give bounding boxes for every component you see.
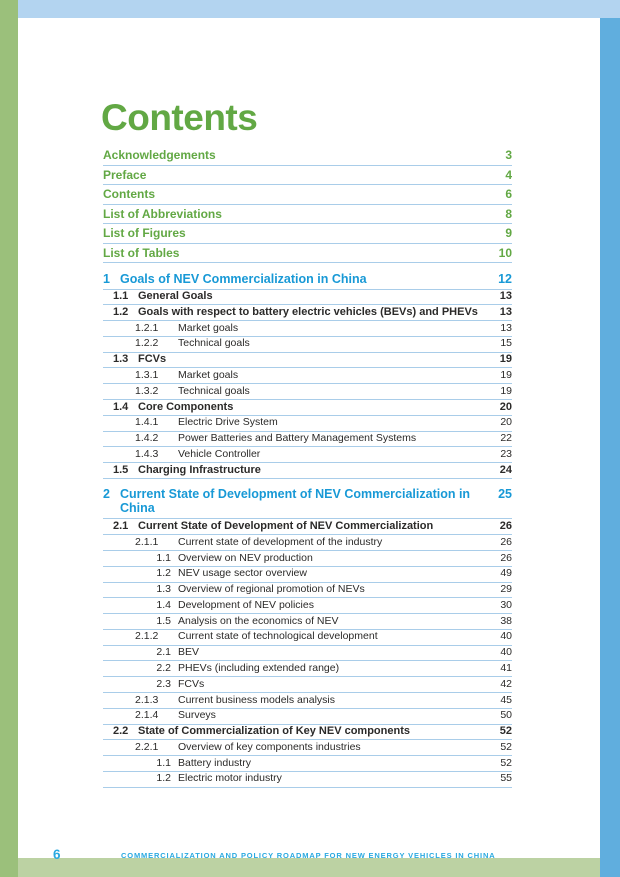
toc-entry-number: 2.1.2 — [135, 630, 159, 643]
toc-entry-label: Technical goals — [178, 337, 250, 350]
toc-entry-label: Surveys — [178, 709, 216, 722]
toc-entry-label: Market goals — [178, 321, 239, 334]
toc-entry-page: 24 — [499, 463, 512, 476]
toc-entry-page: 19 — [500, 384, 512, 397]
toc-entry-number: 1.2.2 — [135, 337, 159, 350]
toc-entry-label: BEV — [178, 646, 200, 659]
toc-row[interactable] — [103, 185, 512, 205]
toc-entry-label: Preface — [103, 167, 147, 182]
toc-entry-label: Current state of technological development — [178, 630, 378, 643]
toc-row[interactable] — [103, 677, 512, 693]
toc-entry-label: Market goals — [178, 369, 239, 381]
toc-row[interactable] — [103, 661, 512, 677]
toc-entry-label: Overview of regional promotion of NEVs — [178, 583, 365, 596]
toc-row[interactable] — [103, 224, 512, 244]
toc-entry-number: 1.2 — [156, 567, 171, 580]
toc-row[interactable] — [103, 205, 512, 225]
toc-entry-label: List of Tables — [103, 245, 180, 260]
toc-entry-label: List of Abbreviations — [103, 206, 222, 221]
toc-entry-number: 2.1.4 — [135, 709, 159, 722]
toc-entry-number: 1.2 — [156, 772, 171, 785]
toc-entry-page: 13 — [499, 290, 512, 303]
toc-entry-number: 1.4 — [156, 598, 171, 611]
toc-entry-page: 26 — [499, 519, 512, 532]
toc-entry-page: 8 — [505, 206, 512, 221]
toc-entry-number: 2 — [103, 487, 110, 502]
toc-entry-label: Analysis on the economics of NEV — [178, 614, 339, 627]
toc-entry-number: 1.3 — [156, 583, 171, 596]
toc-entry-label: Current State of Development of NEV Commercialization in China — [120, 487, 471, 516]
toc-entry-label: Development of NEV policies — [178, 598, 314, 611]
toc-row[interactable] — [103, 384, 512, 400]
toc-row[interactable] — [103, 269, 512, 290]
toc-entry-number: 2.2 — [156, 662, 171, 674]
toc-entry-number: 1.3.1 — [135, 369, 159, 381]
toc-row[interactable] — [103, 535, 512, 551]
toc-row[interactable] — [103, 166, 512, 186]
toc-entry-page: 22 — [500, 432, 512, 445]
toc-row[interactable] — [103, 432, 512, 448]
toc-entry-page: 26 — [500, 551, 512, 564]
toc-entry-page: 29 — [500, 583, 512, 596]
toc-entry-label: Contents — [103, 187, 155, 201]
toc-row[interactable] — [103, 725, 512, 741]
toc-row[interactable] — [103, 756, 512, 772]
toc-entry-label: Charging Infrastructure — [138, 463, 261, 476]
toc-entry-page: 10 — [498, 245, 512, 260]
toc-row[interactable] — [103, 740, 512, 756]
toc-entry-page: 40 — [500, 630, 512, 643]
toc-row[interactable] — [103, 416, 512, 432]
toc-entry-number: 1.4.1 — [135, 416, 159, 429]
toc-entry-number: 1.3.2 — [135, 384, 159, 397]
toc-row[interactable] — [103, 305, 512, 321]
toc-entry-page: 30 — [500, 598, 512, 611]
toc-row[interactable] — [103, 337, 512, 353]
toc-entry-label: Goals of NEV Commercialization in China — [120, 271, 367, 286]
toc-entry-number: 1.5 — [156, 614, 171, 627]
toc-entry-page: 45 — [500, 693, 512, 706]
toc-entry-number: 2.1.1 — [135, 535, 159, 548]
toc-row[interactable] — [103, 368, 512, 384]
toc-row[interactable] — [103, 400, 512, 416]
toc-entry-label: Electric motor industry — [178, 772, 282, 785]
toc-entry-label: NEV usage sector overview — [178, 567, 307, 580]
toc-entry-label: Electric Drive System — [178, 416, 278, 429]
page-title: Contents — [101, 97, 258, 138]
toc-entry-page: 4 — [505, 167, 512, 182]
toc-entry-label: List of Figures — [103, 226, 186, 240]
toc-row[interactable] — [103, 463, 512, 479]
toc-entry-label: Technical goals — [178, 384, 250, 397]
toc-row[interactable] — [103, 353, 512, 369]
toc-content — [103, 98, 512, 788]
toc-entry-number: 1.2.1 — [135, 321, 159, 334]
toc-entry-label: Goals with respect to battery electric vehicles (BEVs) and PHEVs — [138, 305, 478, 318]
toc-row[interactable] — [103, 484, 512, 519]
toc-entry-label: Current state of development of the industry — [178, 535, 383, 548]
toc-entry-number: 1.3 — [113, 353, 129, 366]
toc-row[interactable] — [103, 646, 512, 662]
toc-entry-label: Vehicle Controller — [178, 447, 261, 460]
toc-entry-number: 1.4.2 — [135, 432, 159, 445]
toc-entry-page: 9 — [505, 226, 512, 240]
toc-entry-label: Overview of key components industries — [178, 740, 361, 753]
toc-entry-page: 52 — [500, 740, 512, 753]
toc-entry-page: 40 — [500, 646, 512, 659]
toc-entry-label: PHEVs (including extended range) — [178, 662, 340, 674]
toc-entry-page: 25 — [498, 487, 512, 502]
toc-row[interactable] — [103, 709, 512, 725]
toc-list — [103, 146, 512, 788]
bottom-accent-bar — [18, 858, 600, 877]
right-accent-bar — [600, 18, 620, 877]
toc-entry-label: Acknowledgements — [103, 148, 216, 162]
toc-entry-number: 2.2 — [113, 725, 129, 738]
page — [18, 18, 600, 862]
toc-entry-page: 20 — [500, 416, 512, 429]
toc-entry-page: 38 — [500, 614, 512, 627]
toc-entry-label: General Goals — [138, 290, 213, 303]
toc-entry-page: 52 — [499, 725, 512, 738]
toc-entry-label: FCVs — [138, 353, 167, 366]
toc-row[interactable] — [103, 447, 512, 463]
toc-entry-page: 19 — [500, 369, 512, 381]
toc-entry-label: State of Commercialization of Key NEV components — [138, 725, 410, 738]
toc-entry-number: 1.1 — [156, 551, 171, 564]
toc-entry-label: FCVs — [178, 677, 205, 690]
toc-entry-number: 2.3 — [156, 677, 171, 690]
toc-entry-page: 49 — [500, 567, 512, 580]
toc-entry-page: 55 — [500, 772, 512, 785]
toc-entry-number: 1.4.3 — [135, 447, 159, 460]
left-accent-bar — [0, 0, 18, 877]
toc-entry-page: 42 — [500, 677, 512, 690]
toc-entry-number: 1.1 — [156, 756, 171, 769]
toc-entry-label: Current State of Development of NEV Commercialization — [138, 519, 434, 532]
toc-row[interactable] — [103, 772, 512, 788]
top-accent-bar — [18, 0, 620, 18]
toc-entry-number: 1.4 — [113, 400, 129, 413]
toc-entry-page: 6 — [505, 187, 512, 201]
toc-entry-number: 2.1 — [156, 646, 171, 659]
toc-row[interactable] — [103, 551, 512, 567]
toc-entry-number: 2.1.3 — [135, 693, 159, 706]
toc-entry-page: 26 — [500, 535, 512, 548]
toc-entry-label: Core Components — [138, 400, 234, 413]
toc-entry-page: 15 — [500, 337, 512, 350]
toc-row[interactable] — [103, 244, 512, 264]
toc-entry-page: 41 — [500, 662, 512, 674]
toc-row[interactable] — [103, 567, 512, 583]
toc-entry-page: 12 — [498, 271, 512, 286]
toc-row[interactable] — [103, 519, 512, 535]
toc-entry-page: 3 — [505, 148, 512, 162]
toc-entry-page: 13 — [499, 305, 512, 318]
toc-row[interactable] — [103, 614, 512, 630]
toc-row[interactable] — [103, 321, 512, 337]
toc-row[interactable] — [103, 598, 512, 614]
toc-entry-number: 1.1 — [113, 290, 129, 303]
toc-entry-page: 23 — [500, 447, 512, 460]
toc-entry-number: 2.2.1 — [135, 740, 159, 753]
toc-entry-page: 52 — [500, 756, 512, 769]
toc-row[interactable] — [103, 630, 512, 646]
toc-entry-number: 1.2 — [113, 305, 129, 318]
toc-entry-number: 1.5 — [113, 463, 129, 476]
toc-row[interactable] — [103, 693, 512, 709]
footer-page-number: 6 — [53, 847, 61, 862]
toc-row[interactable] — [103, 290, 512, 306]
toc-entry-label: Battery industry — [178, 756, 251, 769]
toc-entry-label: Current business models analysis — [178, 693, 335, 706]
toc-entry-page: 20 — [499, 400, 512, 413]
toc-entry-number: 2.1 — [113, 519, 129, 532]
toc-entry-page: 13 — [500, 321, 512, 334]
toc-entry-label: Power Batteries and Battery Management Systems — [178, 432, 417, 445]
footer-running-title: COMMERCIALIZATION AND POLICY ROADMAP FOR NEW ENERGY VEHICLES IN CHINA — [121, 851, 496, 860]
toc-entry-label: Overview on NEV production — [178, 551, 313, 564]
toc-row[interactable] — [103, 583, 512, 599]
toc-entry-page: 19 — [499, 353, 512, 366]
toc-row[interactable] — [103, 146, 512, 166]
toc-entry-page: 50 — [500, 709, 512, 722]
toc-entry-number: 1 — [103, 271, 110, 286]
